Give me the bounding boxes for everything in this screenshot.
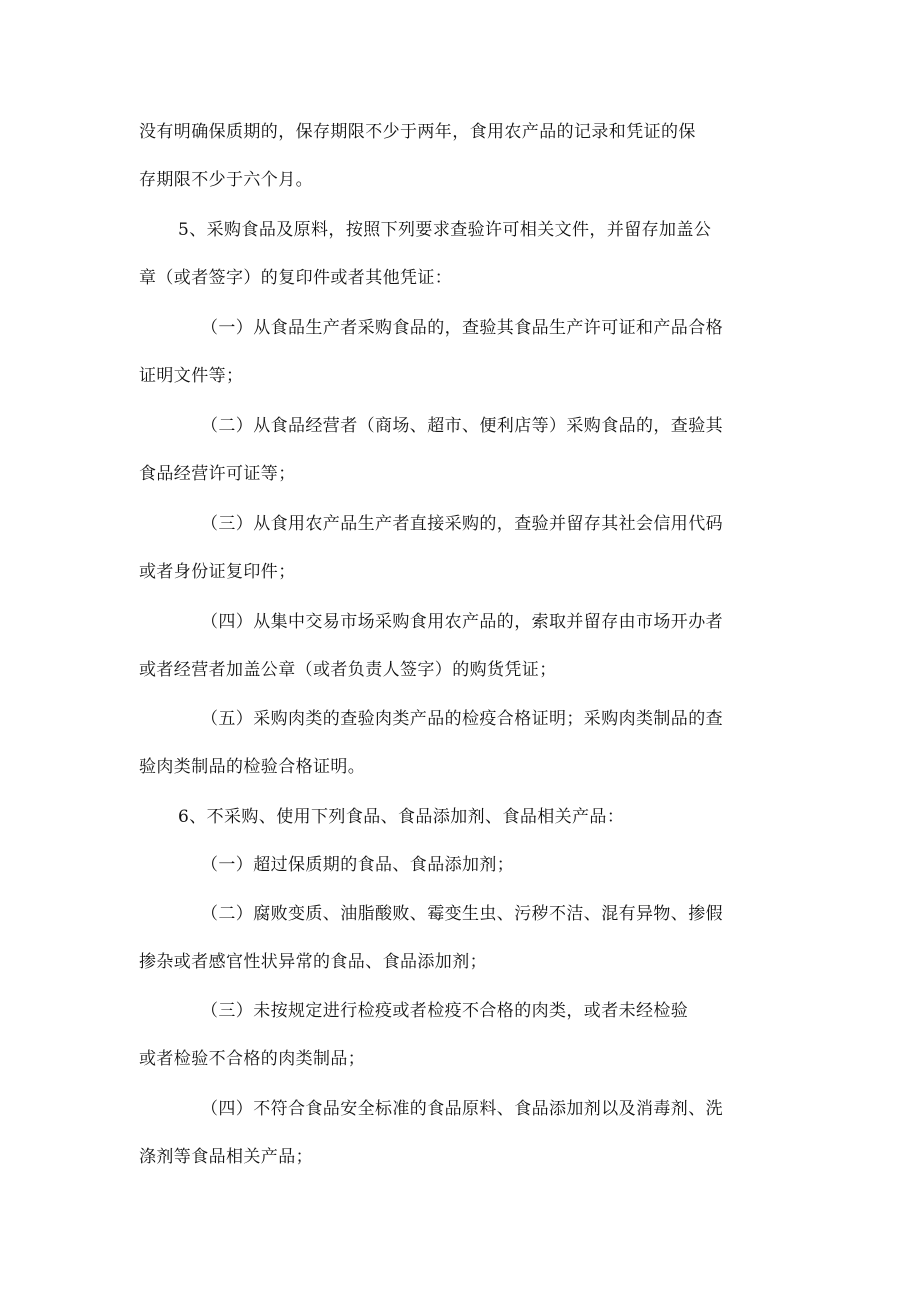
text-line: 食品经营许可证等； — [139, 464, 296, 484]
text-line: 没有明确保质期的，保存期限不少于两年，食用农产品的记录和凭证的保 — [139, 122, 696, 142]
list-item-line: （二）从食品经营者（商场、超市、便利店等）采购食品的，查验其 — [201, 416, 723, 436]
list-item-line: （三）从食用农产品生产者直接采购的，查验并留存其社会信用代码 — [201, 514, 723, 534]
list-item-line: （四）从集中交易市场采购食用农产品的，索取并留存由市场开办者 — [201, 612, 723, 632]
list-item-line: （三）未按规定进行检疫或者检疫不合格的肉类，或者未经检验 — [201, 1001, 689, 1021]
text-line: 章（或者签字）的复印件或者其他凭证： — [139, 268, 453, 288]
text-line: 涤剂等食品相关产品； — [139, 1147, 313, 1167]
text-line: 或者经营者加盖公章（或者负责人签字）的购货凭证； — [139, 660, 557, 680]
paragraph-6-line: 6、不采购、使用下列食品、食品添加剂、食品相关产品： — [178, 807, 625, 827]
text-line: 或者检验不合格的肉类制品； — [139, 1049, 366, 1069]
text-line: 存期限不少于六个月。 — [139, 170, 313, 190]
list-item-line: （四）不符合食品安全标准的食品原料、食品添加剂以及消毒剂、洗 — [201, 1099, 723, 1119]
text-line: 证明文件等； — [139, 366, 244, 386]
list-item-line: （一）超过保质期的食品、食品添加剂； — [201, 855, 515, 875]
list-item-line: （二）腐败变质、油脂酸败、霉变生虫、污秽不洁、混有异物、掺假 — [201, 904, 723, 924]
list-item-line: （一）从食品生产者采购食品的，查验其食品生产许可证和产品合格 — [201, 318, 723, 338]
text-line: 或者身份证复印件； — [139, 562, 296, 582]
text-line: 掺杂或者感官性状异常的食品、食品添加剂； — [139, 952, 487, 972]
text-line: 验肉类制品的检验合格证明。 — [139, 757, 366, 777]
paragraph-5-line: 5、采购食品及原料，按照下列要求查验许可相关文件，并留存加盖公 — [178, 220, 712, 240]
list-item-line: （五）采购肉类的查验肉类产品的检疫合格证明；采购肉类制品的查 — [201, 709, 723, 729]
